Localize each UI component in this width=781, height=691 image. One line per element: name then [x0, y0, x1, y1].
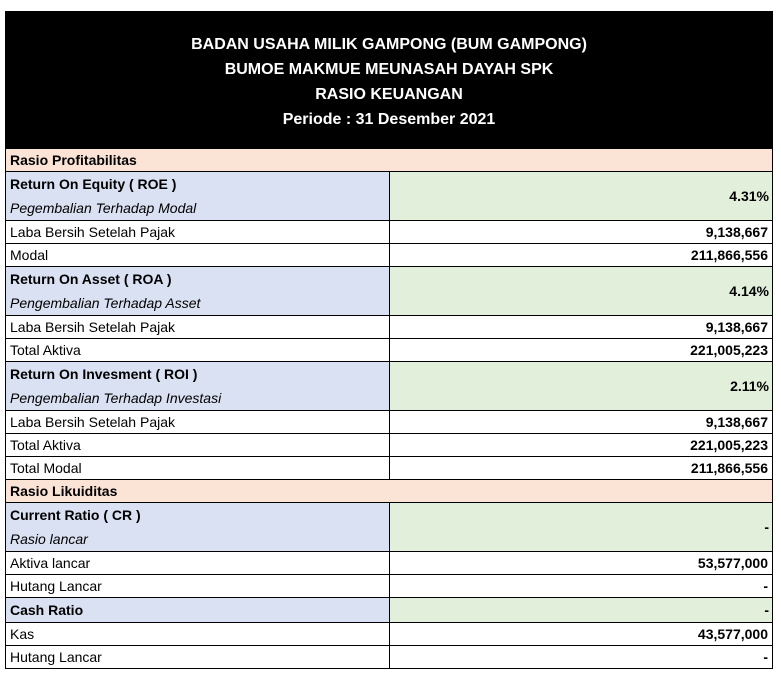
ratio-cr-value[interactable]: - — [389, 503, 773, 552]
table-row — [6, 646, 773, 669]
row-label[interactable]: Hutang Lancar — [6, 646, 390, 669]
ratio-roi — [6, 362, 773, 411]
row-label[interactable]: Hutang Lancar — [6, 575, 390, 598]
ratio-cr-label-cell[interactable] — [6, 503, 390, 552]
row-label[interactable]: Laba Bersih Setelah Pajak — [6, 411, 390, 434]
section-title-profitability[interactable]: Rasio Profitabilitas — [6, 149, 773, 172]
section-title-liquidity[interactable]: Rasio Likuiditas — [6, 480, 773, 503]
ratio-roe-desc: Pegembalian Terhadap Modal — [10, 200, 197, 216]
ratio-cr-name: Current Ratio ( CR ) — [10, 507, 141, 523]
ratio-cr-desc: Rasio lancar — [10, 531, 88, 547]
row-value[interactable]: 9,138,667 — [389, 316, 773, 339]
ratio-roi-value[interactable]: 2.11% — [389, 362, 773, 411]
header-report-title: RASIO KEUANGAN — [315, 85, 463, 103]
ratio-roi-label-cell[interactable] — [6, 362, 390, 411]
row-label[interactable]: Total Aktiva — [6, 434, 390, 457]
table-row — [6, 623, 773, 646]
table-row — [6, 575, 773, 598]
ratio-cash-value[interactable]: - — [389, 598, 773, 623]
row-label[interactable]: Kas — [6, 623, 390, 646]
row-label[interactable]: Total Aktiva — [6, 339, 390, 362]
ratio-roe-name: Return On Equity ( ROE ) — [10, 176, 177, 192]
ratio-cash-name: Cash Ratio — [10, 602, 84, 618]
section-profitability — [6, 149, 773, 172]
row-value[interactable]: - — [389, 646, 773, 669]
spreadsheet — [5, 11, 773, 669]
ratio-roa — [6, 267, 773, 316]
table-row — [6, 552, 773, 575]
row-value[interactable]: 221,005,223 — [389, 339, 773, 362]
ratio-roe-value[interactable]: 4.31% — [389, 172, 773, 221]
row-value[interactable]: 211,866,556 — [389, 244, 773, 267]
row-value[interactable]: 9,138,667 — [389, 221, 773, 244]
report-header — [5, 11, 773, 148]
table-row — [6, 339, 773, 362]
ratio-cr — [6, 503, 773, 552]
ratio-roe-label-cell[interactable] — [6, 172, 390, 221]
ratio-table — [5, 148, 773, 669]
header-entity: BADAN USAHA MILIK GAMPONG (BUM GAMPONG) — [191, 35, 587, 53]
ratio-roe — [6, 172, 773, 221]
header-period: Periode : 31 Desember 2021 — [282, 110, 496, 128]
row-value[interactable]: 9,138,667 — [389, 411, 773, 434]
row-value[interactable]: - — [389, 575, 773, 598]
row-label[interactable]: Modal — [6, 244, 390, 267]
row-value[interactable]: 221,005,223 — [389, 434, 773, 457]
table-row — [6, 244, 773, 267]
table-row — [6, 316, 773, 339]
ratio-roa-desc: Pengembalian Terhadap Asset — [10, 295, 201, 311]
table-row — [6, 221, 773, 244]
ratio-roi-desc: Pengembalian Terhadap Investasi — [10, 390, 222, 406]
row-label[interactable]: Total Modal — [6, 457, 390, 480]
row-value[interactable]: 53,577,000 — [389, 552, 773, 575]
row-value[interactable]: 43,577,000 — [389, 623, 773, 646]
ratio-roa-label-cell[interactable] — [6, 267, 390, 316]
row-label[interactable]: Laba Bersih Setelah Pajak — [6, 221, 390, 244]
section-liquidity — [6, 480, 773, 503]
row-value[interactable]: 211,866,556 — [389, 457, 773, 480]
table-row — [6, 457, 773, 480]
ratio-cash-label-cell[interactable] — [6, 598, 390, 623]
ratio-cash — [6, 598, 773, 623]
ratio-roi-name: Return On Invesment ( ROI ) — [10, 366, 198, 382]
ratio-roa-name: Return On Asset ( ROA ) — [10, 271, 172, 287]
table-row — [6, 411, 773, 434]
row-label[interactable]: Laba Bersih Setelah Pajak — [6, 316, 390, 339]
ratio-roa-value[interactable]: 4.14% — [389, 267, 773, 316]
row-label[interactable]: Aktiva lancar — [6, 552, 390, 575]
header-unit: BUMOE MAKMUE MEUNASAH DAYAH SPK — [224, 60, 554, 78]
table-row — [6, 434, 773, 457]
